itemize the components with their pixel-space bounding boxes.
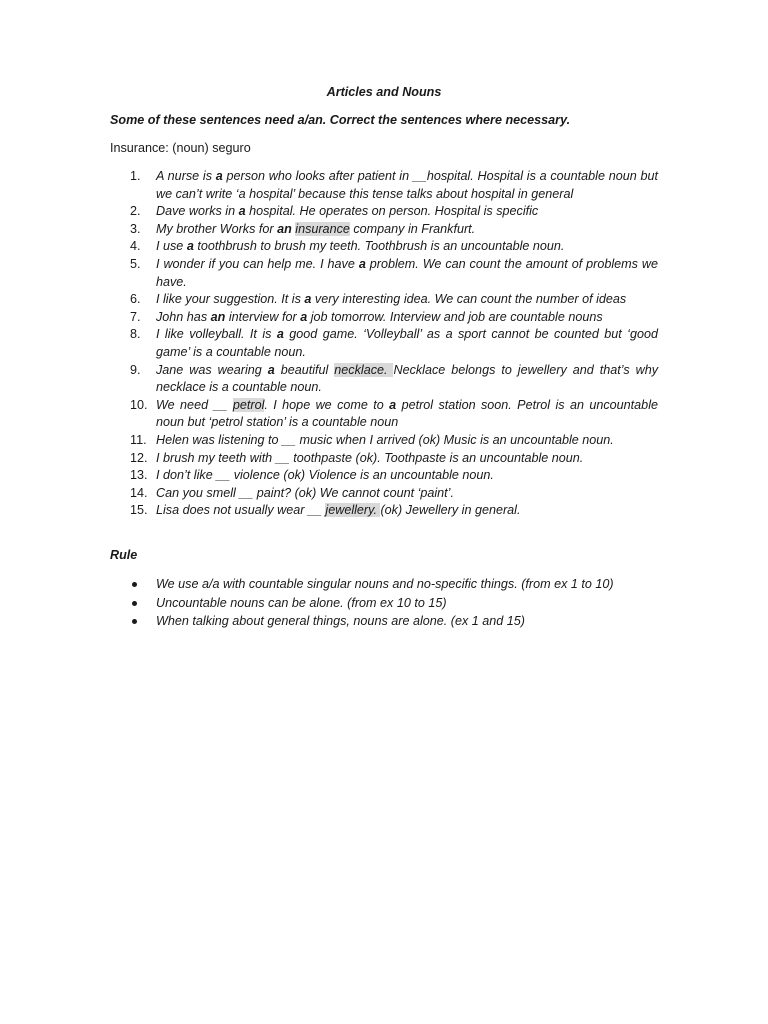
item-number: 13.: [130, 468, 148, 483]
article-bold: a: [389, 397, 397, 412]
item-number: 6.: [130, 292, 141, 307]
item-number: 9.: [130, 362, 141, 377]
sentence-text: good game. ‘Volleyball’ as a sport cannot be counted but ‘good game’ is a countable noun.: [156, 327, 658, 359]
item-number: 11.: [130, 432, 147, 447]
highlighted-word: petrol: [232, 397, 265, 412]
item-number: 10.: [130, 397, 148, 412]
bullet-icon: [132, 619, 137, 624]
item-number: 12.: [130, 450, 148, 465]
sentence-text: company in Frankfurt.: [349, 221, 476, 236]
sentence-text: job tomorrow. Interview and job are countable nouns: [307, 309, 603, 324]
sentence-text: Can you smell __ paint? (ok) We cannot count ‘paint’.: [156, 485, 454, 500]
sentence-text: person who looks after patient in __hospital. Hospital is a countable noun but we can’t write ‘a hospital’ because this tense talks about hospital in general: [156, 169, 658, 201]
article-bold: a: [215, 169, 223, 183]
rule-item: [110, 594, 670, 613]
highlighted-word: insurance: [295, 221, 350, 236]
sentence-text: (ok) Jewellery in general.: [380, 503, 521, 518]
sentence-text: I don’t like __ violence (ok) Violence is an uncountable noun.: [156, 468, 494, 483]
exercise-item: [110, 203, 658, 221]
item-number: 4.: [130, 239, 141, 254]
exercise-item: [110, 450, 658, 468]
sentence-text: I like volleyball. It is: [156, 327, 277, 342]
exercise-item: [110, 309, 658, 327]
sentence-text: I brush my teeth with __ toothpaste (ok). Toothpaste is an uncountable noun.: [156, 450, 584, 465]
sentence-text: Jane was wearing: [156, 362, 268, 377]
item-number: 15.: [130, 503, 148, 518]
sentence-text: Dave works in: [156, 204, 239, 219]
bullet-icon: [132, 582, 137, 587]
document-title: Articles and Nouns: [326, 85, 442, 99]
exercise-item: [110, 485, 658, 503]
article-bold: an: [210, 309, 226, 324]
exercise-item: [110, 467, 658, 485]
item-number: 3.: [130, 221, 141, 236]
article-bold: a: [358, 256, 366, 271]
article-bold: a: [267, 362, 275, 377]
sentence-text: My brother Works for: [156, 221, 278, 236]
rule-heading: Rule: [110, 548, 138, 562]
highlighted-word: necklace.: [334, 362, 394, 377]
article-bold: a: [300, 309, 308, 324]
exercise-item: [110, 432, 658, 450]
sentence-text: Helen was listening to __ music when I arrived (ok) Music is an uncountable noun.: [156, 432, 614, 447]
sentence-text: beautiful: [274, 362, 335, 377]
rule-text: Uncountable nouns can be alone. (from ex 10 to 15): [156, 595, 447, 610]
exercise-item: [110, 326, 658, 361]
rule-item: [110, 575, 670, 594]
rule-text: We use a/a with countable singular nouns and no-specific things. (from ex 1 to 10): [156, 577, 614, 591]
item-number: 1.: [130, 169, 141, 183]
sentence-text: interview for: [225, 309, 301, 324]
exercise-item: [110, 238, 658, 256]
exercise-list: [110, 168, 658, 520]
sentence-text: problem. We can count the amount of problems we have.: [156, 256, 658, 289]
item-number: 2.: [130, 204, 141, 219]
sentence-text: petrol station soon. Petrol is an uncountable noun but ‘petrol station’ is a countable noun: [156, 397, 658, 430]
item-number: 5.: [130, 256, 141, 271]
sentence-text: toothbrush to brush my teeth. Toothbrush is an uncountable noun.: [193, 239, 565, 254]
article-bold: a: [186, 239, 194, 254]
sentence-text: I like your suggestion. It is: [156, 292, 305, 307]
sentence-text: Necklace belongs to jewellery and that’s why necklace is a countable noun.: [156, 362, 658, 395]
article-bold: a: [304, 292, 312, 307]
sentence-text: Lisa does not usually wear __: [156, 503, 326, 518]
exercise-item: [110, 291, 658, 309]
sentence-text: I wonder if you can help me. I have: [156, 256, 359, 271]
exercise-item: [110, 362, 658, 397]
item-number: 14.: [130, 485, 148, 500]
sentence-text: John has: [156, 309, 211, 324]
article-bold: a: [276, 327, 284, 342]
item-number: 7.: [130, 309, 141, 324]
exercise-item: [110, 256, 658, 291]
vocabulary-gloss: Insurance: (noun) seguro: [110, 141, 251, 155]
instruction-text: Some of these sentences need a/an. Correct the sentences where necessary.: [110, 113, 571, 127]
exercise-item: [110, 168, 658, 203]
bullet-icon: [132, 601, 137, 606]
sentence-text: We need __: [156, 397, 233, 412]
article-bold: an: [277, 221, 292, 236]
rule-text: When talking about general things, nouns are alone. (ex 1 and 15): [156, 614, 525, 628]
exercise-item: [110, 397, 658, 432]
item-number: 8.: [130, 327, 141, 342]
exercise-item: [110, 221, 658, 239]
sentence-text: hospital. He operates on person. Hospital is specific: [245, 204, 539, 219]
exercise-item: [110, 502, 658, 520]
sentence-text: . I hope we come to: [264, 397, 390, 412]
rule-item: [110, 612, 670, 631]
rules-list: [110, 575, 670, 631]
sentence-text: very interesting idea. We can count the number of ideas: [311, 292, 627, 307]
article-bold: a: [238, 204, 246, 219]
sentence-text: A nurse is: [156, 169, 216, 183]
sentence-text: I use: [156, 239, 187, 254]
highlighted-word: jewellery.: [325, 503, 381, 518]
